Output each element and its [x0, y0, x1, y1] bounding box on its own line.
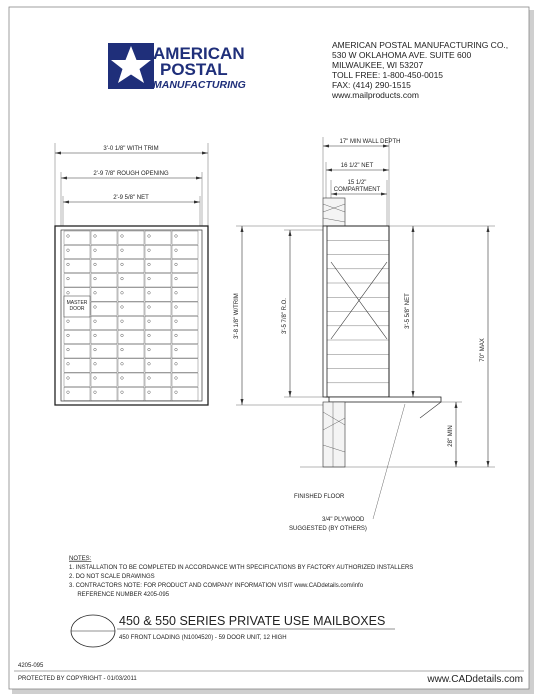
company-web: www.mailproducts.com — [332, 90, 419, 100]
company-name: AMERICAN POSTAL MANUFACTURING CO., — [332, 40, 509, 50]
company-logo — [108, 43, 246, 91]
dim-with-trim: 3'-0 1/8" WITH TRIM — [103, 146, 159, 152]
plywood-label-1: 3/4" PLYWOOD — [322, 517, 365, 523]
note-3: 3. CONTRACTORS NOTE: FOR PRODUCT AND COMPANY INFORMATION VISIT www.CADdetails.com/info — [69, 583, 364, 589]
notes-heading: NOTES: — [69, 556, 92, 562]
drawing-title: 450 & 550 SERIES PRIVATE USE MAILBOXES — [119, 614, 386, 628]
footer-ref: 4205-095 — [18, 663, 44, 669]
dim-compartment-1: 15 1/2" — [347, 180, 367, 186]
company-address-1: 530 W OKLAHOMA AVE. SUITE 600 — [332, 50, 472, 60]
dim-wall-depth: 17" MIN WALL DEPTH — [339, 139, 401, 145]
logo-line-3: MANUFACTURING — [153, 79, 246, 91]
wall-base — [323, 402, 345, 467]
front-trim-side — [323, 226, 327, 397]
note-4: REFERENCE NUMBER 4205-095 — [69, 592, 170, 598]
dim-rough-opening: 2'-9 7/8" ROUGH OPENING — [93, 171, 169, 177]
master-door-label-1: MASTER — [66, 300, 88, 306]
dim-max-height: 70" MAX — [480, 338, 486, 362]
note-1: 1. INSTALLATION TO BE COMPLETED IN ACCORDANCE WITH SPECIFICATIONS BY FACTORY AUTHORIZED INSTALLERS — [69, 565, 414, 571]
wall-header — [323, 198, 345, 226]
master-door-label-2: DOOR — [69, 306, 85, 312]
drawing-subtitle: 450 FRONT LOADING (N1004520) - 59 DOOR UNIT, 12 HIGH — [119, 635, 287, 641]
logo-line-1: AMERICAN — [153, 44, 245, 63]
finished-floor-label: FINISHED FLOOR — [294, 494, 345, 500]
company-address-2: MILWAUKEE, WI 53207 — [332, 60, 424, 70]
company-fax: FAX: (414) 290-1515 — [332, 80, 411, 90]
dim-height-ro: 3'-5 7/8" R.O. — [282, 298, 288, 334]
plywood-label-2: SUGGESTED (BY OTHERS) — [289, 526, 367, 532]
footer-copyright: PROTECTED BY COPYRIGHT - 01/03/2011 — [18, 676, 137, 682]
dim-net-width: 2'-9 5/8" NET — [113, 195, 149, 201]
dim-height-net: 3'-5 5/8" NET — [405, 293, 411, 329]
company-phone: TOLL FREE: 1-800-450-0015 — [332, 70, 444, 80]
logo-line-2: POSTAL — [160, 60, 228, 79]
dim-min-height: 28" MIN — [448, 425, 454, 447]
note-2: 2. DO NOT SCALE DRAWINGS — [69, 574, 155, 580]
dim-compartment-2: COMPARTMENT — [333, 187, 381, 193]
plywood-shelf — [329, 397, 441, 402]
footer-site: www.CADdetails.com — [427, 674, 523, 685]
dim-height-trim: 3'-8 1/8" W/TRIM — [234, 293, 240, 339]
dim-net-depth: 16 1/2" NET — [340, 163, 374, 169]
